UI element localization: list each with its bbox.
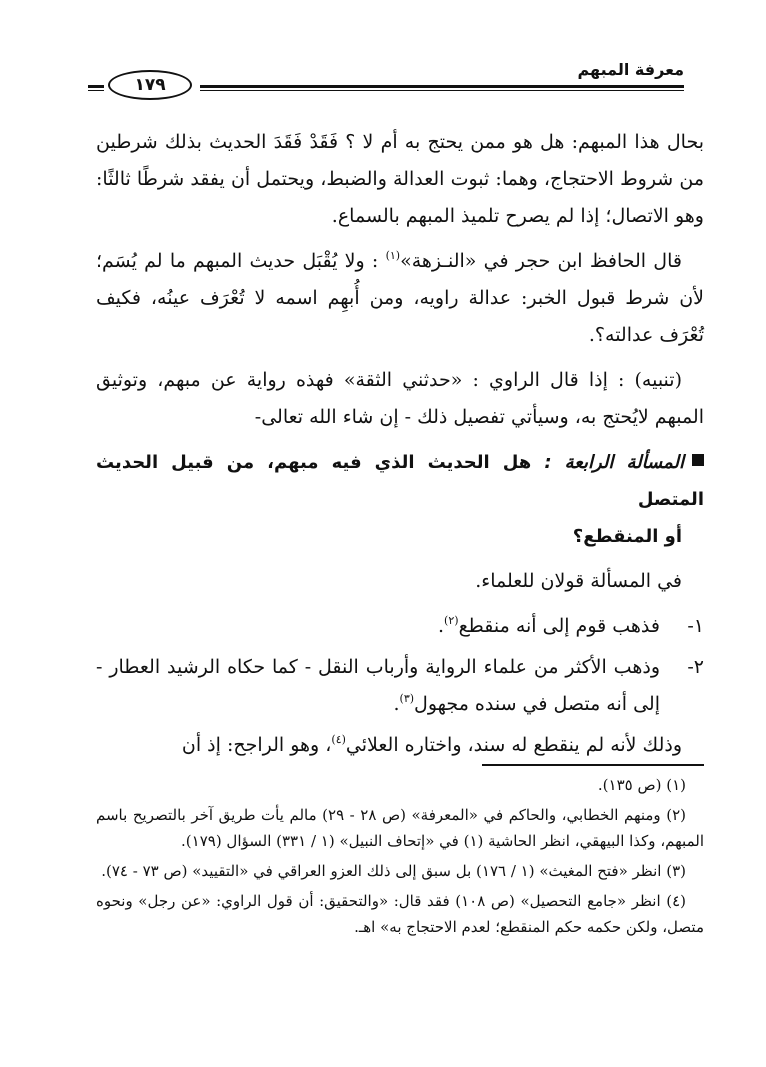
issue-question-continued: أو المنقطع؟	[572, 526, 682, 547]
paragraph-5-part-a: وذلك لأنه لم ينقطع له سند، واختاره العلائي	[345, 734, 682, 756]
footnote-1: (١) (ص ١٣٥).	[597, 776, 686, 794]
paragraph-4: في المسألة قولان للعلماء.	[475, 570, 682, 592]
list-item-1	[96, 608, 704, 645]
main-text	[96, 124, 704, 772]
footnote-ref-3: (٣)	[399, 692, 415, 705]
paragraph-3-note: (تنبيه) : إذا قال الراوي : «حدثني الثقة» فهذه رواية عن مبهم، وتوثيق المبهم لايُحتج به، وسيأتي تفصيل ذلك - إن شاء الله تعالى-	[96, 369, 704, 428]
issue-question: هل الحديث الذي فيه مبهم، من قبيل الحديث المتصل	[96, 452, 704, 510]
issue-heading	[96, 444, 704, 555]
running-title: معرفة المبهم	[577, 60, 684, 79]
footnote-3: (٣) انظر «فتح المغيث» (١ / ١٧٦) بل سبق إلى ذلك العزو العراقي في «التقييد» (ص ٧٣ - ٧٤).	[101, 862, 686, 880]
footnotes	[96, 772, 704, 944]
list-item-2-text	[96, 649, 660, 723]
paragraph-5	[96, 727, 704, 764]
header-rule	[200, 85, 684, 91]
list-item-1-text	[96, 608, 660, 645]
page-number: ١٧٩	[108, 70, 192, 100]
page-header	[88, 58, 684, 98]
paragraph-1: بحال هذا المبهم: هل هو ممن يحتج به أم لا ؟ فَقَدْ فَقَدَ الحديث بذلك شرطين من شروط الاحتجاج، وهما: ثبوت العدالة والضبط، ويحتمل أن يفقد شرطًا ثالثًا: وهو الاتصال؛ إذا لم يصرح تلميذ المبهم بالسماع.	[96, 131, 704, 227]
paragraph-2	[96, 243, 704, 354]
footnote-2: (٢) ومنهم الخطابي، والحاكم في «المعرفة» (ص ٢٨ - ٢٩) مالم يأت طريق آخر بالتصريح باسم المبهم، وكذا البيهقي، انظر الحاشية (١) في «إتحاف النبيل» (١ / ٣٣١) السؤال (١٧٩).	[96, 806, 704, 850]
list-item-1-number: ١-	[687, 615, 704, 637]
list-item-1-content: فذهب قوم إلى أنه منقطع	[458, 615, 660, 637]
square-bullet-icon	[692, 454, 704, 466]
list-item-2-end: .	[393, 693, 400, 715]
issue-label: المسألة الرابعة :	[544, 452, 685, 473]
footnote-separator	[482, 764, 704, 766]
header-rule-short	[88, 85, 104, 91]
footnote-ref-2: (٢)	[444, 614, 459, 627]
footnote-ref-1: (١)	[385, 249, 401, 262]
paragraph-5-part-b: ، وهو الراجح: إذ أن	[181, 734, 332, 756]
list-item-2	[96, 649, 704, 723]
footnote-4: (٤) انظر «جامع التحصيل» (ص ١٠٨) فقد قال: «والتحقيق: أن قول الراوي: «عن رجل» ونحوه متصل، ولكن حكمه حكم المنقطع؛ لعدم الاحتجاج به» اهـ.	[96, 892, 704, 936]
paragraph-2-part-a: قال الحافظ ابن حجر في «النـزهة»	[400, 250, 682, 272]
footnote-ref-4: (٤)	[331, 733, 346, 746]
list-item-2-number: ٢-	[687, 656, 704, 678]
paragraph-2-part-b: : ولا يُقْبَل حديث المبهم ما لم يُسَم؛ لأن شرط قبول الخبر: عدالة راويه، ومن أُبهِم اسمه لا تُعْرَف عينُه، فكيف تُعْرَف عدالته؟.	[96, 250, 704, 346]
list-item-2-content: وذهب الأكثر من علماء الرواية وأرباب النقل - كما حكاه الرشيد العطار - إلى أنه متصل في سنده مجهول	[96, 656, 660, 715]
list-item-1-end: .	[438, 615, 445, 637]
